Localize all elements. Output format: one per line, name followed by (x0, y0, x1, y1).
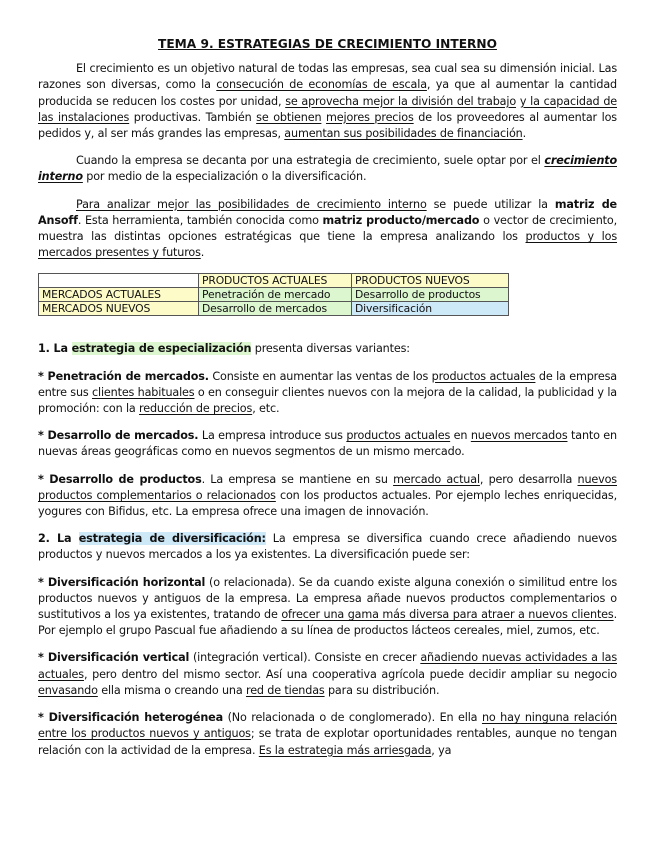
underlined-text: reducción de precios (139, 402, 253, 416)
text: , pero dentro del mismo sector. Así una cooperativa agrícola puede decidir ampliar su negocio (83, 667, 617, 681)
text: por medio de la especialización o la diversificación. (82, 170, 367, 184)
table-cell-empty (39, 274, 199, 288)
highlighted-heading: estrategia de especialización (71, 342, 252, 356)
text: ; se trata de explotar oportunidades rentables, aunque no tengan relación con la actividad de la empresa. (38, 727, 617, 757)
underlined-text: clientes habituales (92, 385, 195, 399)
text: con los productos actuales. Por ejemplo leches enriquecidas, yogures con Bifidus, etc. La empresa ofrece una imagen de innovación. (38, 488, 617, 519)
text: productivas. También (129, 110, 257, 124)
underlined-text: mejores precios (326, 110, 414, 124)
market-development-paragraph (38, 428, 617, 460)
text: . La empresa se mantiene en su (201, 472, 394, 486)
text: en (450, 429, 471, 443)
table-cell: Penetración de mercado (199, 288, 352, 302)
bold-text: matriz producto/mercado (322, 213, 480, 227)
text: o en conseguir clientes nuevos con la mejora de la calidad, la publicidad y la promoción: con la (38, 385, 617, 416)
table-cell: Desarrollo de productos (352, 288, 509, 302)
horizontal-diversification-paragraph (38, 575, 617, 640)
text: Consiste en aumentar las ventas de los (208, 369, 432, 383)
heterogeneous-diversification-paragraph (38, 710, 617, 759)
bold-lead: * Diversificación vertical (38, 651, 190, 665)
text: , ya que al aumentar la cantidad producida se reducen los costes por unidad, (38, 78, 617, 108)
underlined-text: consecución de economías de escala (216, 78, 427, 92)
text: El crecimiento es un objetivo natural de todas las empresas, sea cual sea su dimensión inicial. Las razones son diversas, como la (38, 62, 617, 92)
text: . Esta herramienta, también conocida como (77, 213, 323, 227)
text: se puede utilizar la (426, 197, 555, 211)
table-row (39, 274, 509, 288)
bold-lead: * Penetración de mercados. (38, 369, 209, 383)
table-row (39, 302, 509, 316)
text: , pero desarrolla (479, 472, 578, 486)
table-cell: Desarrollo de mercados (199, 302, 352, 316)
text: La empresa introduce sus (198, 429, 347, 443)
text: para su distribución. (324, 683, 440, 697)
text: o vector de crecimiento, muestra las distintas opciones estratégicas que tiene la empresa analizando los (38, 213, 618, 244)
product-development-paragraph (38, 472, 617, 521)
text: de la empresa entre sus (38, 369, 617, 399)
vertical-diversification-paragraph (38, 650, 617, 699)
text: Cuando la empresa se decanta por una estrategia de crecimiento, suele optar por el (76, 154, 545, 168)
text: tanto en nuevas áreas geográficas como en nuevos segmentos de un mismo mercado. (38, 429, 617, 459)
text: . Por ejemplo el grupo Pascual fue añadiendo a su línea de productos lácteos cereales, miel, zumos, etc. (38, 608, 617, 638)
ansoff-matrix-table (38, 273, 509, 316)
bold-text: matriz de Ansoff (38, 197, 617, 227)
text: (No relacionada o de conglomerado). En ella (223, 711, 482, 725)
text: . (200, 246, 205, 260)
bold-lead: * Desarrollo de mercados. (38, 429, 199, 443)
underlined-text: añadiendo nuevas actividades a las actuales (38, 651, 617, 681)
table-header-cell: PRODUCTOS NUEVOS (352, 274, 509, 288)
section-specialization-heading (38, 341, 617, 357)
intro-paragraph (38, 61, 617, 142)
underlined-text: mercado actual (393, 472, 480, 486)
text: (o relacionada). Se da cuando existe alguna conexión o similitud entre los productos nuevos y antiguos de la empresa. La empresa añade nuevos productos complementarios o sustitutivos a los ya existentes, tratando de (38, 575, 617, 622)
text: (integración vertical). Consiste en crecer (189, 651, 421, 665)
table-row (39, 288, 509, 302)
table-header-cell: PRODUCTOS ACTUALES (199, 274, 352, 288)
text: , etc. (252, 402, 280, 416)
underlined-text: nuevos mercados (470, 429, 568, 443)
ansoff-paragraph (38, 197, 617, 262)
bold-lead: * Desarrollo de productos (38, 472, 202, 486)
document-page (38, 36, 617, 770)
underlined-text: envasando (38, 683, 98, 697)
text: La empresa se diversifica cuando crece añadiendo nuevos productos y nuevos mercados a los ya existentes. La diversificación puede ser: (38, 532, 617, 562)
underlined-text: nuevos productos complementarios o relacionados (38, 472, 617, 502)
underlined-text: productos y los mercados presentes y futuros (38, 230, 618, 260)
underlined-text: ofrecer una gama más diversa para atraer a nuevos clientes (281, 608, 614, 622)
underlined-text: aumentan sus posibilidades de financiación (284, 127, 523, 141)
underlined-text: se obtienen (256, 110, 322, 124)
highlighted-heading: estrategia de diversificación: (78, 532, 266, 546)
text: , ya (431, 743, 452, 757)
underlined-text: Es la estrategia más arriesgada (258, 743, 432, 757)
underlined-text: no hay ninguna relación entre los productos nuevos y antiguos (38, 711, 617, 741)
underlined-text: y la capacidad de las instalaciones (38, 94, 617, 124)
underlined-text: productos actuales (431, 369, 536, 383)
growth-paragraph (38, 153, 617, 185)
section-diversification-heading (38, 531, 617, 563)
underlined-text: red de tiendas (245, 683, 325, 697)
bold-lead: * Diversificación horizontal (38, 575, 206, 589)
emphasis-text: crecimiento interno (38, 154, 617, 184)
table-row-label: MERCADOS NUEVOS (39, 302, 199, 316)
text: presenta diversas variantes: (251, 342, 410, 356)
section-number: 2. La (38, 532, 79, 546)
bold-lead: * Diversificación heterogénea (38, 711, 224, 725)
table-row-label: MERCADOS ACTUALES (39, 288, 199, 302)
table-cell: Diversificación (352, 302, 509, 316)
underlined-text: Para analizar mejor las posibilidades de crecimiento interno (76, 197, 427, 211)
text: . (522, 127, 526, 141)
underlined-text: productos actuales (346, 429, 451, 443)
text: de los proveedores al aumentar los pedidos y, al ser más grandes las empresas, (38, 110, 617, 141)
underlined-text: se aprovecha mejor la división del trabajo (285, 94, 517, 108)
document-title: TEMA 9. ESTRATEGIAS DE CRECIMIENTO INTERNO (158, 37, 497, 51)
section-number: 1. La (38, 342, 72, 356)
text: ella misma o creando una (97, 683, 246, 697)
market-penetration-paragraph (38, 369, 617, 418)
